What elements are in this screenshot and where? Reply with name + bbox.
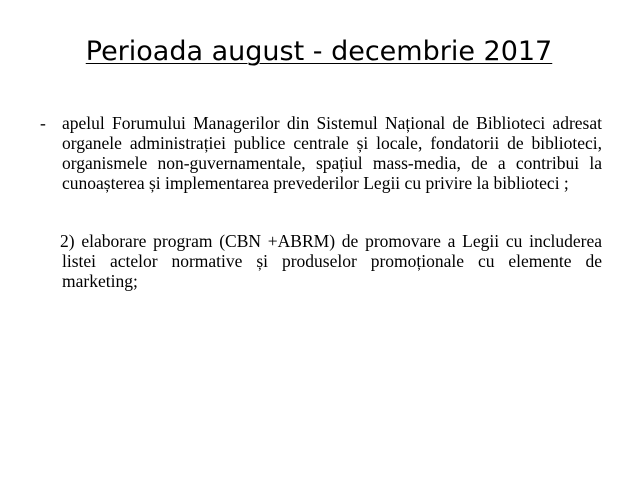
paragraph-promotion-program: 2) elaborare program (CBN +ABRM) de promovare a Legii cu includerea listei actelor normative și produselor promoționale cu elemente de marketing; [60, 231, 602, 291]
slide-body [40, 113, 602, 291]
bullet-marker: - [40, 113, 46, 133]
paragraph-forum-appeal [40, 113, 602, 193]
paragraph-forum-appeal-text: apelul Forumului Managerilor din Sistemul Național de Biblioteci adresat organele administrației publice centrale și locale, fondatorii de biblioteci, organismele non-guvernamentale, spațiul mass-media, de a contribui la cunoașterea și implementarea prevederilor Legii cu privire la biblioteci ; [62, 113, 602, 193]
slide-title: Perioada august - decembrie 2017 [85, 36, 553, 67]
